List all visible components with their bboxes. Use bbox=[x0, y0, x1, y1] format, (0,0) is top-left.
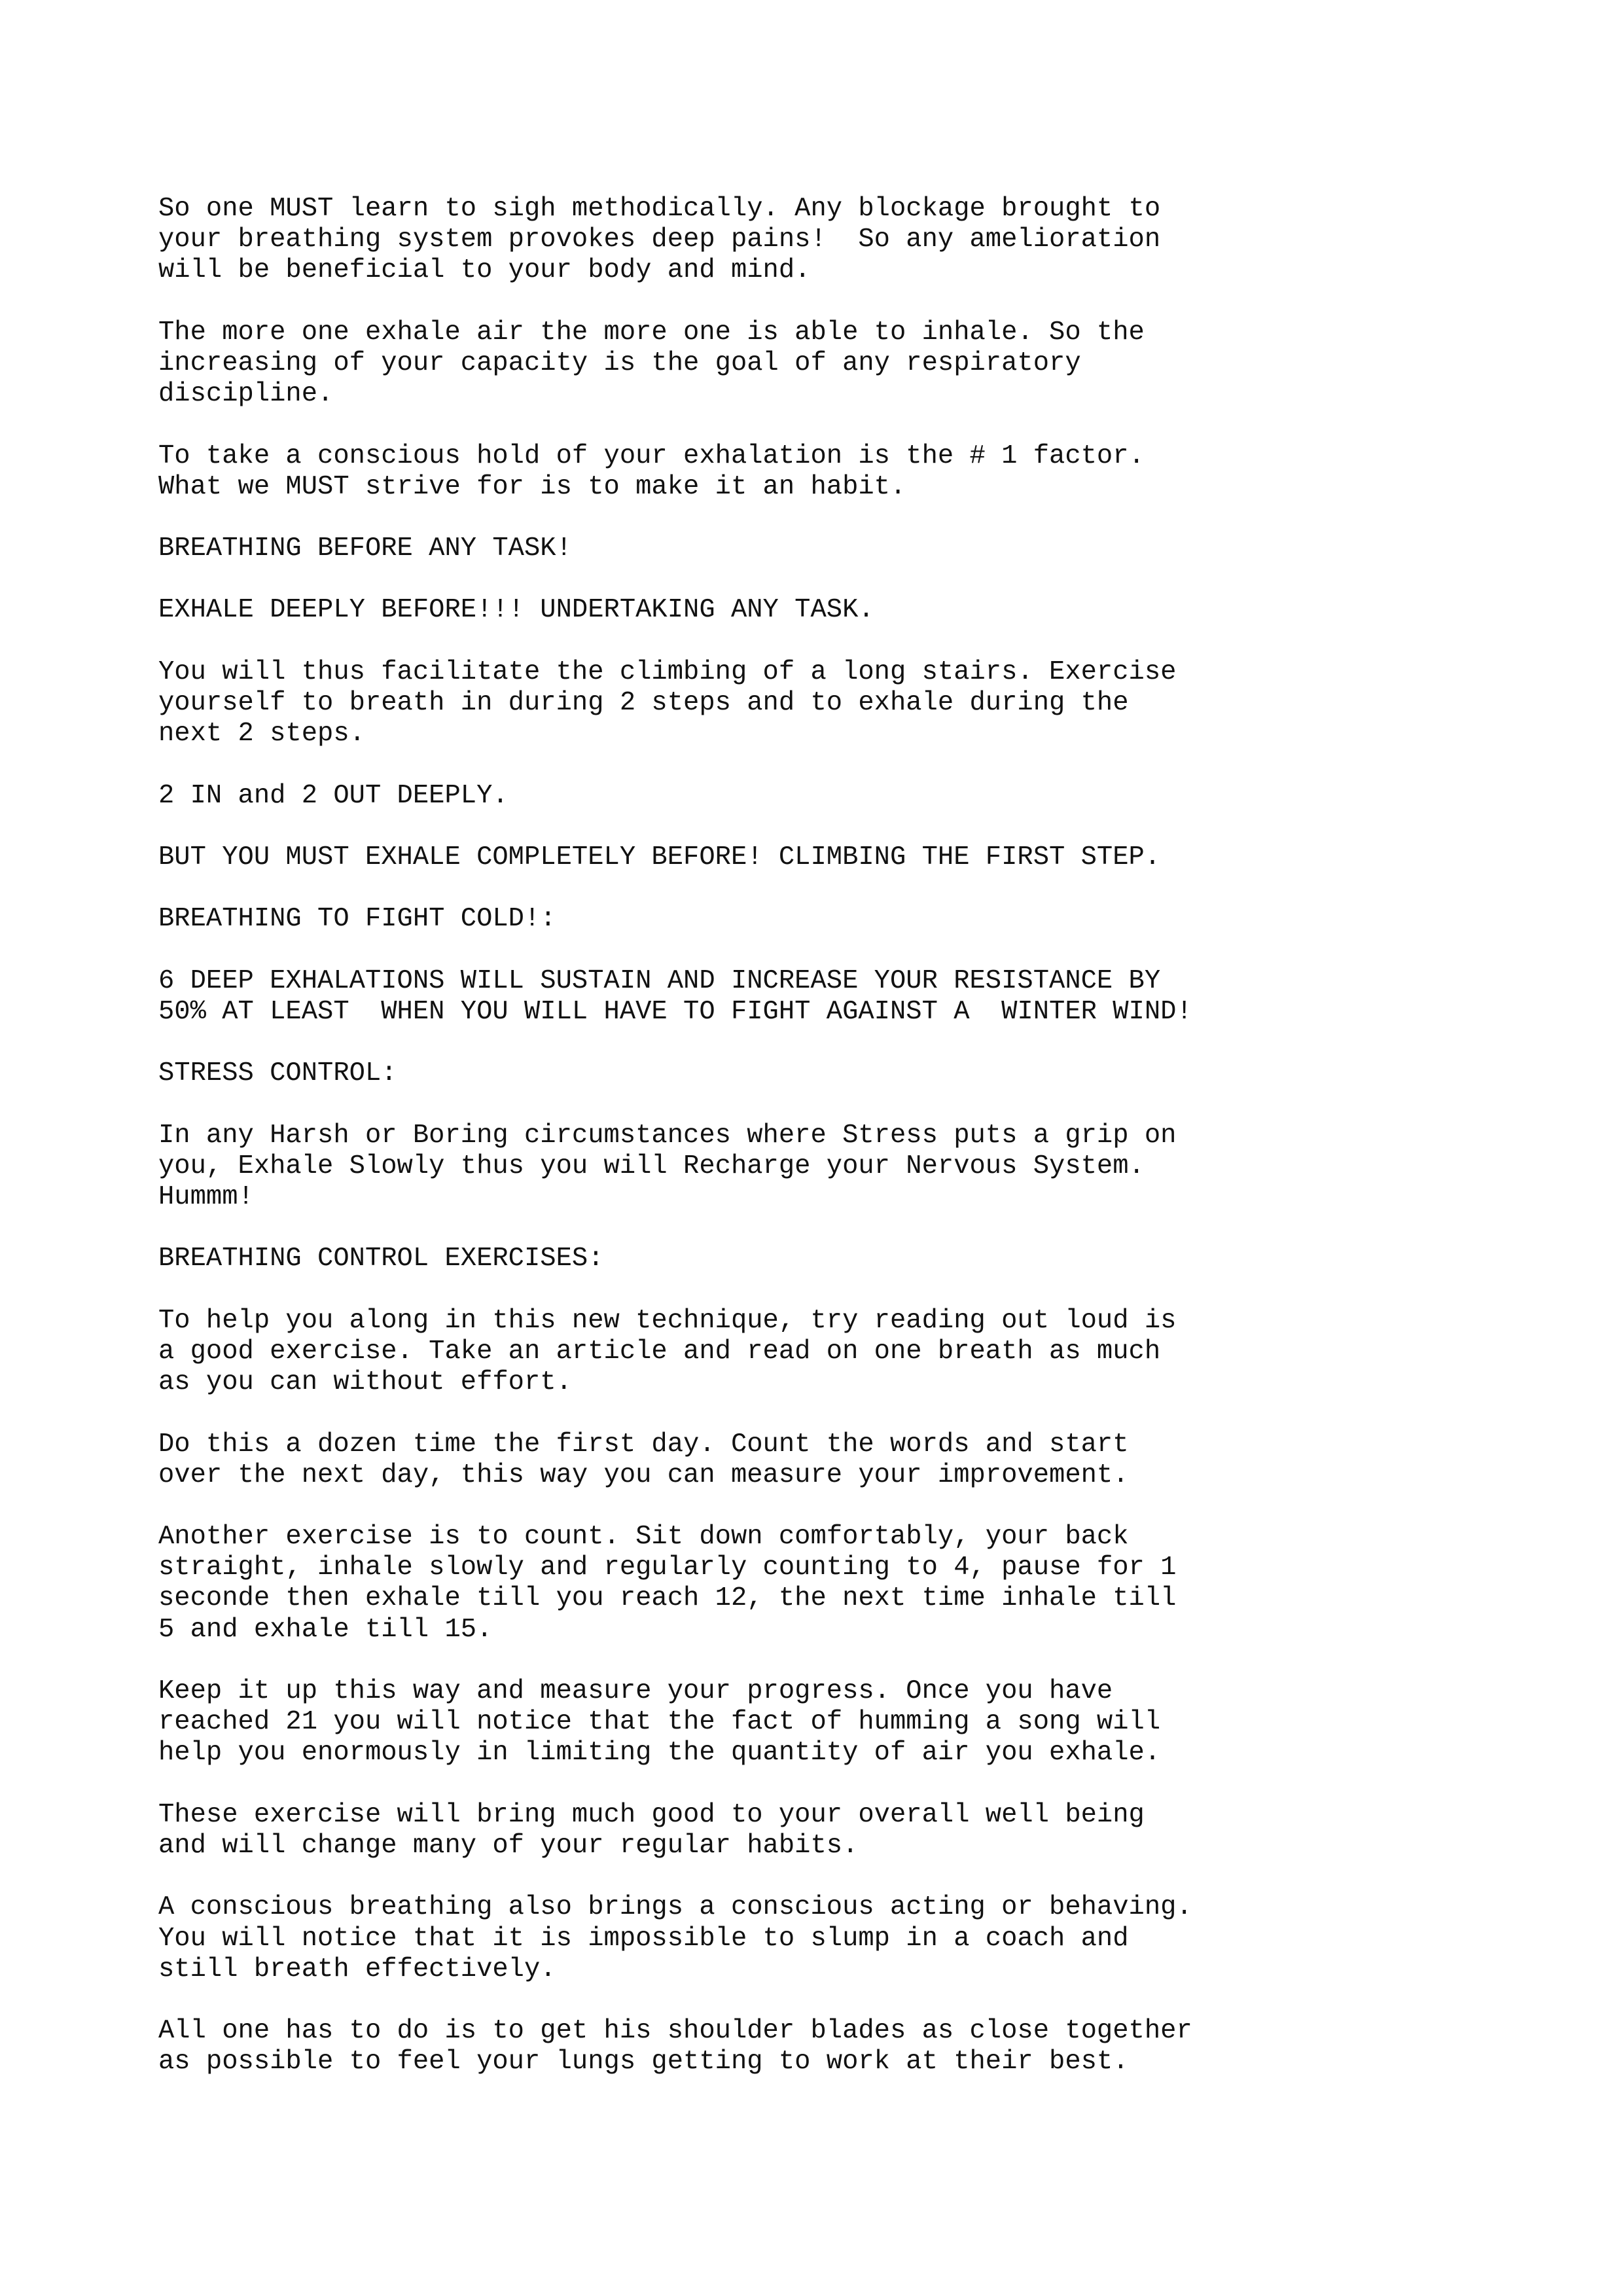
text-line: yourself to breath in during 2 steps and to exhale during the bbox=[158, 688, 1129, 718]
document-body bbox=[158, 194, 1533, 2109]
text-line: To take a conscious hold of your exhalation is the # 1 factor. bbox=[158, 440, 1145, 471]
text-line: still breath effectively. bbox=[158, 1954, 556, 1984]
paragraph bbox=[158, 781, 1533, 812]
paragraph bbox=[158, 1306, 1533, 1399]
text-line: A conscious breathing also brings a conscious acting or behaving. bbox=[158, 1892, 1192, 1923]
text-line: 50% AT LEAST WHEN YOU WILL HAVE TO FIGHT AGAINST A WINTER WIND! bbox=[158, 996, 1192, 1027]
paragraph bbox=[158, 1121, 1533, 1213]
text-line: Do this a dozen time the first day. Count the words and start bbox=[158, 1429, 1129, 1460]
text-line: BUT YOU MUST EXHALE COMPLETELY BEFORE! CLIMBING THE FIRST STEP. bbox=[158, 842, 1161, 872]
text-line: STRESS CONTROL: bbox=[158, 1058, 397, 1089]
paragraph bbox=[158, 1800, 1533, 1861]
text-line: will be beneficial to your body and mind. bbox=[158, 255, 811, 286]
text-line: BREATHING TO FIGHT COLD!: bbox=[158, 904, 556, 935]
paragraph bbox=[158, 966, 1533, 1028]
text-line: What we MUST strive for is to make it an habit. bbox=[158, 471, 906, 502]
paragraph bbox=[158, 1522, 1533, 1645]
text-line: All one has to do is to get his shoulder blades as close together bbox=[158, 2016, 1192, 2047]
text-line: over the next day, this way you can measure your improvement. bbox=[158, 1460, 1129, 1490]
text-line: BREATHING BEFORE ANY TASK! bbox=[158, 533, 572, 564]
text-line: EXHALE DEEPLY BEFORE!!! UNDERTAKING ANY TASK. bbox=[158, 595, 874, 626]
text-line: Another exercise is to count. Sit down comfortably, your back bbox=[158, 1522, 1129, 1552]
text-line: next 2 steps. bbox=[158, 719, 365, 749]
text-line: a good exercise. Take an article and read on one breath as much bbox=[158, 1336, 1161, 1367]
text-line: The more one exhale air the more one is able to inhale. So the bbox=[158, 317, 1145, 348]
paragraph bbox=[158, 194, 1533, 287]
text-line: you, Exhale Slowly thus you will Recharge your Nervous System. bbox=[158, 1151, 1145, 1181]
text-line: 6 DEEP EXHALATIONS WILL SUSTAIN AND INCREASE YOUR RESISTANCE BY bbox=[158, 965, 1161, 996]
paragraph bbox=[158, 441, 1533, 503]
text-line: To help you along in this new technique, try reading out loud is bbox=[158, 1305, 1177, 1336]
paragraph bbox=[158, 317, 1533, 410]
paragraph bbox=[158, 1244, 1533, 1274]
paragraph bbox=[158, 1058, 1533, 1089]
text-line: as you can without effort. bbox=[158, 1367, 572, 1398]
text-line: You will thus facilitate the climbing of a long stairs. Exercise bbox=[158, 656, 1177, 687]
paragraph bbox=[158, 657, 1533, 750]
paragraph bbox=[158, 904, 1533, 935]
paragraph bbox=[158, 2016, 1533, 2077]
text-line: reached 21 you will notice that the fact of humming a song will bbox=[158, 1707, 1161, 1738]
text-line: seconde then exhale till you reach 12, the next time inhale till bbox=[158, 1583, 1177, 1614]
text-line: increasing of your capacity is the goal of any respiratory bbox=[158, 348, 1081, 378]
text-line: as possible to feel your lungs getting to work at their best. bbox=[158, 2047, 1129, 2077]
text-line: and will change many of your regular habits. bbox=[158, 1830, 859, 1861]
text-line: discipline. bbox=[158, 379, 334, 410]
text-line: So one MUST learn to sigh methodically. Any blockage brought to bbox=[158, 194, 1161, 224]
text-line: These exercise will bring much good to your overall well being bbox=[158, 1799, 1145, 1830]
paragraph bbox=[158, 842, 1533, 873]
text-line: Hummm! bbox=[158, 1182, 254, 1212]
text-line: Keep it up this way and measure your progress. Once you have bbox=[158, 1676, 1113, 1706]
text-line: BREATHING CONTROL EXERCISES: bbox=[158, 1244, 604, 1274]
paragraph bbox=[158, 1429, 1533, 1491]
text-line: 2 IN and 2 OUT DEEPLY. bbox=[158, 780, 508, 811]
paragraph bbox=[158, 1892, 1533, 1985]
text-line: In any Harsh or Boring circumstances where Stress puts a grip on bbox=[158, 1120, 1177, 1151]
paragraph bbox=[158, 595, 1533, 626]
text-line: You will notice that it is impossible to slump in a coach and bbox=[158, 1923, 1129, 1954]
text-line: 5 and exhale till 15. bbox=[158, 1614, 493, 1645]
paragraph bbox=[158, 533, 1533, 564]
text-line: your breathing system provokes deep pains! So any amelioration bbox=[158, 224, 1161, 255]
text-line: help you enormously in limiting the quantity of air you exhale. bbox=[158, 1738, 1161, 1768]
paragraph bbox=[158, 1676, 1533, 1769]
text-line: straight, inhale slowly and regularly counting to 4, pause for 1 bbox=[158, 1552, 1177, 1583]
